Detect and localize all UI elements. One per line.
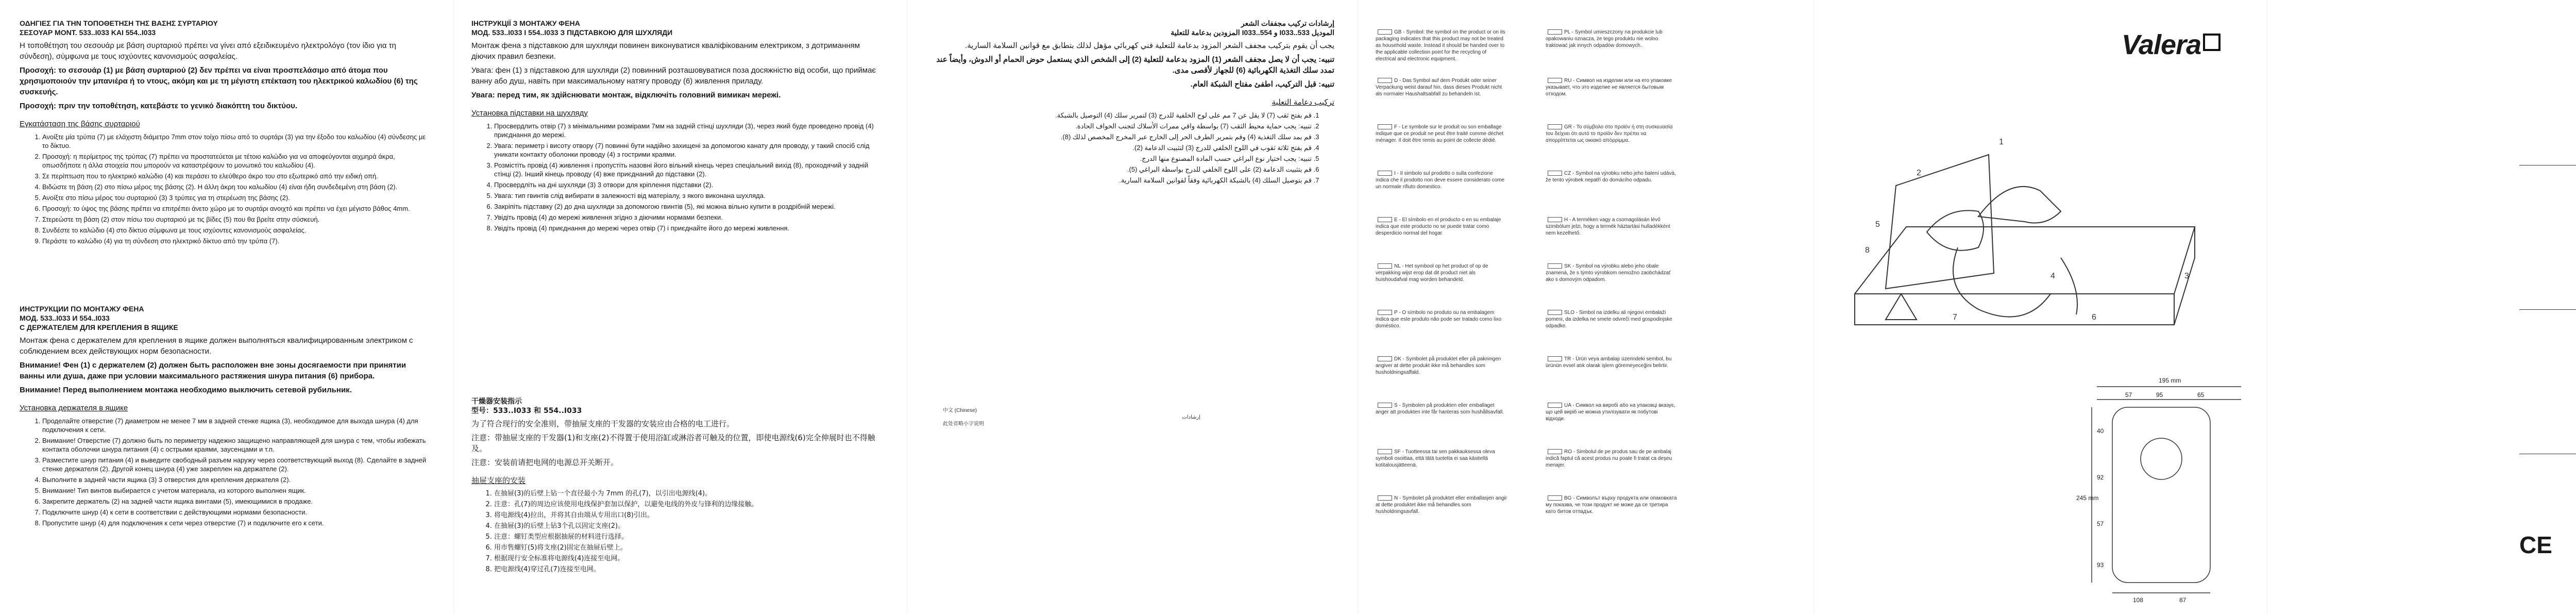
greek-warning: Προσοχή: το σεσουάρ (1) με βάση συρταριού (2) δεν πρέπει να είναι προσπελάσιμο από άτομα που χρησιμοποιούν την μπανιέρα ή το ντους, ακόμη και με τη μέγιστη επέκταση του ηλεκτρικού καλωδίου (6) της συσκευής. [20, 66, 418, 96]
russian-title: ИНСТРУКЦИИ ПО МОНТАЖУ ФЕНА [20, 305, 144, 313]
callout-label: 1 [1999, 138, 2004, 146]
crossed-bin-icon [1548, 310, 1562, 315]
list-item: UA - Символ на виробі або на упаковці вказує, що цей виріб не можна утилізувати як побутові відходи. [1546, 403, 1675, 422]
list-item: TR - Ürün veya ambalajı üzerindeki sembol, bu ürünün evsel atık olarak işlem göremeyeceğini belirtir. [1546, 356, 1672, 369]
russian-intro: Монтаж фена с держателем для крепления в ящике должен выполняться квалифицированным электриком с соблюдением всех действующих норм безопасности. [20, 336, 413, 356]
list-item: 7. قم بتوصيل السلك (4) بالشبكة الكهربائية وفقاً لقوانين السلامة السارية. [922, 176, 1312, 185]
list-item: 2. تنبيه: يجب حماية محيط الثقب (7) بواسطة واقي ممرات الأسلاك لتجنب الحواف الحادة. [922, 122, 1312, 130]
dimension-label: 65 [2197, 391, 2205, 399]
russian-section-heading: Установка держателя в ящике [20, 404, 128, 412]
list-item: 1. Проделайте отверстие (7) диаметром не менее 7 мм в задней стенке ящика (3), необходимое для выхода шнура (4) для подключения к сети. [42, 417, 432, 434]
list-item: 2. 注意：孔(7)的周边应该使用电线保护套加以保护，以避免电线的外皮与锋利的边缘接触。 [494, 500, 884, 509]
list-item: 3. Розмістіть провід (4) живлення і пропустіть назовні його вільний кінець через спеціальний вихід (8), проходячий у задній стінці (2). Інший кінець проводу (4) вже приєднаний до підставки (2). [494, 161, 884, 178]
brand-plus-icon [2203, 34, 2221, 51]
crossed-bin-icon [1378, 217, 1392, 222]
list-item: 3. قم بمد سلك التغذية (4) وقم بتمرير الطرف الحر إلى الخارج عبر المخرج المخصص لذلك (8). [922, 132, 1312, 141]
dimension-label: 245 mm [2076, 494, 2099, 502]
list-item: I - Il simbolo sul prodotto o sulla confezione indica che il prodotto non deve essere considerato come un normale rifiuto domestico. [1376, 171, 1505, 190]
list-item: 4. Просвердліть на дні шухляди (3) 3 отвори для кріплення підставки (2). [494, 180, 884, 189]
callout-label: 8 [1865, 246, 1870, 255]
arabic-section-heading: تركيب دعامة التعلية [1272, 98, 1334, 107]
crossed-bin-icon [1378, 449, 1392, 454]
dimension-label: 95 [2156, 391, 2163, 399]
dimension-label: 92 [2097, 474, 2104, 481]
callout-label: 4 [2050, 272, 2055, 280]
list-item: DK - Symbolet på produktet eller på pakningen angiver at dette produkt ikke må behandles som husholdningsaffald. [1376, 356, 1501, 375]
crossed-bin-icon [1378, 124, 1392, 129]
list-item: 8. Увідіть провід (4) приєднання до мережі через отвір (7) і приєднайте його до мережі живлення. [494, 224, 884, 233]
dimension-label: 93 [2097, 561, 2104, 569]
ukrainian-warning-2: Увага: перед тим, як здійснювати монтаж, відключіть головний вимикач мережі. [471, 91, 781, 99]
list-item: S - Symbolen på produkten eller emballaget anger att produkten inte får hanteras som hushållsavfall. [1376, 403, 1504, 415]
list-item: 2. Увага: периметр і висоту отвору (7) повинні бути надійно захищені за допомогою канату для проводу, у такий спосіб слід уникати контакту оболонки проводу (4) з гострими краями. [494, 141, 884, 159]
list-item: 8. Συνδέστε το καλώδιο (4) στο δίκτυο σύμφωνα με τους ισχύοντες κανονισμούς ασφαλείας. [42, 226, 432, 235]
list-item: 2. Προσοχή: η περίμετρος της τρύπας (7) πρέπει να προστατεύεται με τέτοιο καλώδιο για να αποφεύγονται αιχμηρά άκρα, οπωσδήποτε η άλλα στοιχεία που μπορούν να καταστρέψουν το μονωτικό του καλωδίου (4). [42, 152, 432, 170]
list-item: CZ - Symbol na výrobku nebo jeho balení udává, že tento výrobek nepatří do domácího odpadu. [1546, 171, 1676, 183]
arabic-model: الموديل 533..I033 و 554..I033 المزودين بدعامة للتعلية [1171, 28, 1334, 37]
list-item: 1. Ανοίξτε μία τρύπα (7) με ελάχιστη διάμετρο 7mm στον τοίχο πίσω από το συρτάρι (3) για την έξοδο του καλωδίου (4) σύνδεσης με το δίκτυο. [42, 132, 432, 150]
chinese-section-heading: 抽屉支座的安装 [471, 476, 526, 485]
ukrainian-section [471, 19, 884, 287]
list-item: RO - Simbolul de pe produs sau de pe ambalaj indică faptul că acest produs nu poate fi tratat ca deșeu menajer. [1546, 449, 1672, 468]
arabic-intro: يجب أن يقوم بتركيب مجفف الشعر المزود بدعامة للتعلية فني كهربائي مؤهل لذلك بتطابق مع قوانين السلامة السارية. [965, 41, 1334, 50]
list-item: BG - Символът върху продукта или опаковката му показва, че този продукт не може да се третира като битов отпадък. [1546, 495, 1677, 515]
russian-warning-2: Внимание! Перед выполнением монтажа необходимо выключить сетевой рубильник. [20, 386, 352, 394]
list-item: 3. Σε περίπτωση που το ηλεκτρικό καλώδιο (4) και περάσει το ελεύθερο άκρο του στο εξωτερικό από την ειδική οπή. [42, 172, 432, 180]
arabic-warning: تنبيه: يجب أن لا يصل مجفف الشعر (1) المزود بدعامة للتعلية (2) إلى الشخص الذي يستعمل حوض الحمام أو الدوش، وأيضاً عند تمدد سلك التغذية الكهربائية (6) للجهاز لأقصى مدى. [936, 55, 1334, 75]
chinese-model: 型号：533..I033 和 554..I033 [471, 407, 582, 415]
list-item: 6. Закрепите держатель (2) на задней части ящика винтами (5), имеющимися в продаже. [42, 497, 432, 506]
list-item: P - O símbolo no produto ou na embalagem indica que este produto não pode ser tratado como lixo doméstico. [1376, 310, 1502, 329]
ukrainian-title: ІНСТРУКЦІЇ З МОНТАЖУ ФЕНА [471, 19, 580, 27]
list-item: 7. Подключите шнур (4) к сети в соответствии с действующими нормами безопасности. [42, 508, 432, 517]
list-item: H - A terméken vagy a csomagolásán lévő szimbólum jelzi, hogy a termék háztartási hulladékként nem kezelhető. [1546, 217, 1670, 236]
divider [2519, 309, 2576, 310]
list-item: PL - Symbol umieszczony na produkcie lub opakowaniu oznacza, że tego produktu nie wolno traktować jak innych odpadów domowych. [1546, 29, 1663, 48]
chinese-warning: 注意：带抽屉支座的干发器(1)和支座(2)不得置于使用浴缸或淋浴者可触及的位置，即使电源线(6)完全伸展时也不得触及。 [471, 433, 875, 453]
list-item: 7. 根据现行安全标准将电源线(4)连接至电网。 [494, 554, 884, 563]
chinese-intro: 为了符合现行的安全准则，带抽屉支座的干发器的安装应由合格的电工进行。 [471, 419, 735, 428]
list-item: 2. Внимание! Отверстие (7) должно быть по периметру надежно защищено направляющей для шнура с тем, чтобы избежать контакта оболочки шнура питания (4) с острыми краями, заусенцами и т.п. [42, 436, 432, 454]
crossed-bin-icon [1378, 310, 1392, 315]
russian-section [20, 304, 432, 593]
callout-label: 6 [2092, 313, 2096, 322]
callout-label: 7 [1953, 313, 1957, 322]
list-item: 4. Выполните в задней части ящика (3) 3 отверстия для крепления держателя (2). [42, 475, 432, 484]
russian-subtitle: С ДЕРЖАТЕЛЕМ ДЛЯ КРЕПЛЕНИЯ В ЯЩИКЕ [20, 323, 178, 331]
crossed-bin-icon [1378, 356, 1392, 361]
list-item: 6. Προσοχή: το ύψος της βάσης πρέπει να επιτρέπει άνετο χώρο με το συρτάρι ανοιχτό και πρέπει να έχει μέγιστο βάθος 4mm. [42, 204, 432, 213]
brand-name: Valera [2122, 29, 2201, 60]
drawer-back-panel [1886, 155, 1994, 289]
greek-steps [20, 132, 432, 245]
warning-triangle-icon [1886, 294, 1917, 320]
crossed-bin-icon [1378, 495, 1392, 501]
crossed-bin-icon [1378, 171, 1392, 176]
russian-steps [20, 417, 432, 527]
ukrainian-intro: Монтаж фена з підставкою для шухляди повинен виконуватися кваліфікованим електриком, з дотриманням діючих правил безпеки. [471, 41, 860, 61]
holder-shape [1927, 210, 1984, 250]
dimension-label: 40 [2097, 427, 2104, 435]
chinese-steps [471, 489, 884, 574]
list-item: 6. 用市售螺钉(5)将支座(2)固定在抽屉后壁上。 [494, 543, 884, 552]
list-item: 4. 在抽屉(3)的后壁上钻3个孔以固定支座(2)。 [494, 522, 884, 530]
list-item: SK - Symbol na výrobku alebo jeho obale znamená, že s týmto výrobkom nemožno zaobchádzať ako s domovým odpadom. [1546, 263, 1671, 283]
crossed-bin-icon [1548, 495, 1562, 501]
list-item: 4. قم بفتح ثلاثة ثقوب في اللوح الخلفي للدرج (3) لتثبيت الدعامة (2). [922, 143, 1312, 152]
small-note-line: 中文 (Chinese) [943, 408, 977, 413]
list-item: 5. Внимание! Тип винтов выбирается с учетом материала, из которого выполнен ящик. [42, 486, 432, 495]
list-item: 4. Βιδώστε τη βάση (2) στο πίσω μέρος της βάσης (2). Η άλλη άκρη του καλωδίου (4) είναι ήδη συνδεδεμένη στη βάση (2). [42, 182, 432, 191]
crossed-bin-icon [1548, 171, 1562, 176]
crossed-bin-icon [1378, 29, 1392, 35]
list-item: D - Das Symbol auf dem Produkt oder seiner Verpackung weist darauf hin, dass dieses Produkt nicht als normaler Haushaltsabfall zu behandeln ist. [1376, 78, 1502, 97]
crossed-bin-icon [1548, 217, 1562, 222]
greek-section-heading: Εγκατάσταση της βάσης συρταριού [20, 120, 140, 128]
chinese-warning-2: 注意：安装前请把电网的电源总开关断开。 [471, 458, 619, 467]
list-item: RU - Символ на изделии или на его упаковке указывает, что это изделие не является бытовым отходом. [1546, 78, 1672, 97]
list-item: 1. 在抽屉(3)的后壁上钻一个直径最小为 7mm 的孔(7)，以引出电源线(4)。 [494, 489, 884, 498]
list-item: 6. قم بتثبيت الدعامة (2) على اللوح الخلفي للدرج بواسطة البراغي (5). [922, 165, 1312, 174]
list-item: SLO - Simbol na izdelku ali njegovi embalaži pomeni, da izdelka ne smete odvreči med gospodinjske odpadke. [1546, 310, 1672, 329]
dimension-label: 108 [2133, 596, 2144, 604]
greek-intro: Η τοποθέτηση του σεσουάρ με βάση συρταριού πρέπει να γίνει από εξειδικευμένο ηλεκτρολόγο (τον ίδιο για τη σύνδεση), σύμφωνα με τους ισχύοντες κανονισμούς ασφαλείας. [20, 41, 396, 61]
list-item: 5. 注意：螺钉类型应根据抽屉的材料进行选择。 [494, 533, 884, 541]
list-item: NL - Het symbool op het product of op de verpakking wijst erop dat dit product niet als huishoudafval mag worden behandeld. [1376, 263, 1488, 283]
crossed-bin-icon [1548, 78, 1562, 83]
dimension-label: 195 mm [2159, 377, 2181, 384]
arabic-warning-2: تنبيه: قبل التركيب، اطفئ مفتاح الشبكة العام. [1190, 80, 1334, 89]
list-item: 3. Разместите шнур питания (4) и выведите свободный разъем наружу через соответствующий выход (8). Сделайте в задней стенке держателя (2). Другой конец шнура (4) уже закреплен на держателе (2). [42, 456, 432, 473]
callout-label: 5 [1875, 220, 1880, 229]
crossed-bin-icon [1548, 29, 1562, 35]
greek-section [20, 19, 432, 276]
crossed-bin-icon [1548, 449, 1562, 454]
russian-model: МОД. 533..І033 И 554..І033 [20, 314, 110, 322]
small-note [943, 407, 1200, 469]
small-note-line: إرشادات [1182, 414, 1200, 420]
crossed-bin-icon [1548, 403, 1562, 408]
greek-title: ΟΔΗΓΙΕΣ ΓΙΑ ΤΗΝ ΤΟΠΟΘΕΤΗΣΗ ΤΗΣ ΒΑΣΗΣ ΣΥΡΤΑΡΙΟΥ [20, 19, 218, 27]
crossed-bin-icon [1378, 263, 1392, 269]
dimension-label: 57 [2125, 391, 2132, 399]
crossed-bin-icon [1378, 403, 1392, 408]
list-item: F - Le symbole sur le produit ou son emballage indique que ce produit ne peut être traité comme déchet ménager. Il doit être remis au point de collecte dédié. [1376, 124, 1503, 143]
list-item: 1. قم بفتح ثقب (7) لا يقل عن 7 مم على لوح الخلفية للدرج (3) لتمرير سلك (4) التوصيل بالشبكة. [922, 111, 1312, 120]
russian-warning: Внимание! Фен (1) с держателем (2) должен быть расположен вне зоны досягаемости при принятии ванны или душа, даже при условии максимального растяжения шнура питания (6) прибора. [20, 361, 406, 380]
list-item: 5. تنبيه: يجب اختيار نوع البراغي حسب المادة المصنوع منها الدرج. [922, 154, 1312, 163]
list-item: 1. Просвердлить отвір (7) з мінімальними розмірами 7мм на задній стінці шухляди (3), через який буде проведено провід (4) приєднання до мережі. [494, 122, 884, 139]
list-item: 6. Закріпіть підставку (2) до дна шухляди за допомогою гвинтів (5), які можна вільно купити в роздрібній мережі. [494, 202, 884, 211]
ukrainian-steps [471, 122, 884, 233]
arabic-title: إرشادات تركيب مجففات الشعر [1241, 19, 1334, 27]
installation-illustration [1824, 124, 2215, 366]
list-item: SF - Tuotteessa tai sen pakkauksessa oleva symboli osoittaa, että tätä tuotetta ei saa käsitellä kotitalousjätteenä. [1376, 449, 1495, 468]
list-item: 9. Περάστε το καλώδιο (4) για τη σύνδεση στο ηλεκτρικό δίκτυο από την τρύπα (7). [42, 237, 432, 245]
list-item: 5. Увага: тип гвинтів слід вибирати в залежності від матеріалу, з якого виконана шухляда. [494, 191, 884, 200]
chinese-section [471, 397, 884, 598]
ukrainian-section-heading: Установка підставки на шухляду [471, 109, 588, 118]
crossed-bin-icon [1548, 356, 1562, 361]
dimension-label: 57 [2097, 520, 2104, 527]
fold-line [453, 0, 454, 614]
list-item: 8. 把电源线(4)穿过孔(7)连接至电网。 [494, 565, 884, 574]
arabic-steps [922, 111, 1334, 185]
ce-mark: CE [2519, 532, 2552, 558]
dimension-label: 87 [2179, 596, 2187, 604]
list-item: GR - Το σύμβολο στο προϊόν ή στη συσκευασία του δείχνει ότι αυτό το προϊόν δεν πρέπει να απορρίπτεται ως οικιακό απόρριμμα. [1546, 124, 1673, 143]
list-item: GB - Symbol: the symbol on the product or on its packaging indicates that this product may not be treated as household waste. Instead it should be handed over to the applicable collection point for the recycling of electrical and electronic equipment. [1376, 29, 1505, 62]
greek-model: ΣΕΣΟΥΑΡ ΜΟΝΤ. 533..Ι033 ΚΑΙ 554..Ι033 [20, 28, 156, 37]
crossed-bin-icon [1378, 78, 1392, 83]
list-item: N - Symbolet på produktet eller emballasjen angir at dette produktet ikke må behandles som husholdningsavfall. [1376, 495, 1507, 515]
callout-label: 2 [1917, 169, 1921, 177]
dimension-drawing [2076, 371, 2262, 608]
greek-warning-2: Προσοχή: πριν την τοποθέτηση, κατεβάστε το γενικό διακόπτη του δικτύου. [20, 102, 298, 110]
small-note-line: 此处省略小字说明 [943, 421, 984, 427]
callout-label: 3 [2184, 272, 2189, 280]
ukrainian-model: МОД. 533..І033 І 554..І033 З ПІДСТАВКОЮ ДЛЯ ШУХЛЯДИ [471, 28, 673, 37]
ukrainian-warning: Увага: фен (1) з підставкою для шухляди (2) повинний розташовуватися поза досяжністю від особи, що приймає ванну або душ, навіть при максимальному натягу проводу (6) живлення приладу. [471, 66, 876, 86]
list-item: 5. Ανοίξτε στο πίσω μέρος του συρταριού (3) 3 τρύπες για τη στερέωση της βάσης (2). [42, 193, 432, 202]
chinese-title: 干燥器安装指示 [471, 397, 522, 406]
crossed-bin-icon [1548, 263, 1562, 269]
arabic-section [922, 19, 1334, 307]
list-item: 3. 将电源线(4)拉出，并将其自由端从专用出口(8)引出。 [494, 511, 884, 520]
list-item: 7. Στερεώστε τη βάση (2) στον πίσω του συρταριού με τις βίδες (5) που θα βρείτε στην σύσκευή. [42, 215, 432, 224]
list-item: 7. Увідіть провід (4) до мережі живлення згідно з діючими нормами безпеки. [494, 213, 884, 222]
list-item: E - El símbolo en el producto o en su embalaje indica que este producto no se puede tratar como desperdicio normal del hogar. [1376, 217, 1501, 236]
brand-logo [2122, 29, 2221, 61]
list-item: 8. Пропустите шнур (4) для подключения к сети через отверстие (7) и подключите его к сети. [42, 519, 432, 527]
crossed-bin-icon [1548, 124, 1562, 129]
